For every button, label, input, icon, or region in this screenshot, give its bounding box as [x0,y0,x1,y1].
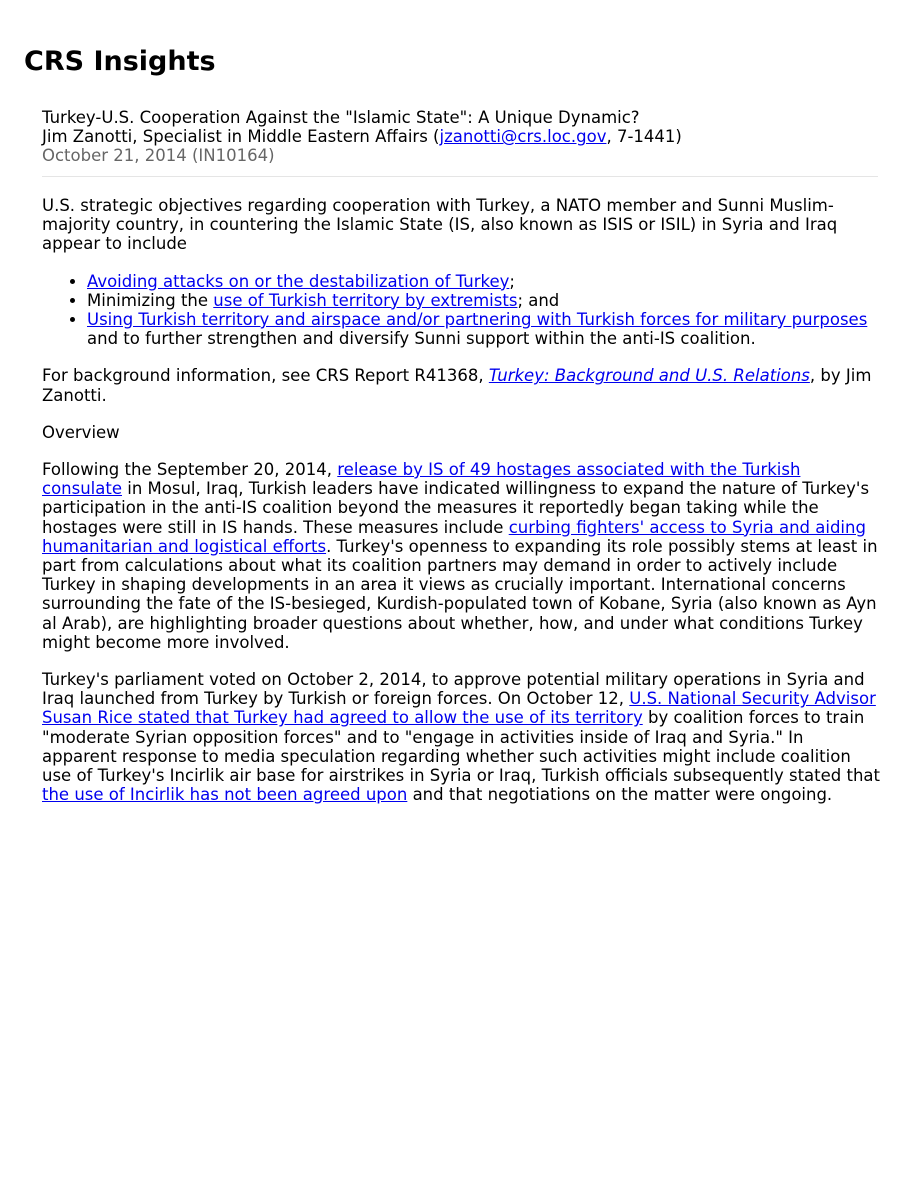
list-item-text: and to further strengthen and diversify Sunni support within the anti-IS coalition. [87,329,756,349]
list-item-text: Minimizing the [87,290,214,310]
objective-link-3[interactable]: Using Turkish territory and airspace and/or partnering with Turkish forces for military purposes [87,310,868,330]
paragraph-text: and that negotiations on the matter were ongoing. [407,785,833,805]
susan-rice-link[interactable]: U.S. National Security Advisor Susan Rice stated that Turkey had agreed to allow the use of its territory [42,689,876,728]
hostages-release-link[interactable]: release by IS of 49 hostages associated with the Turkish consulate [42,460,801,499]
overview-heading: Overview [42,422,120,442]
publication-date: October 21, 2014 (IN10164) [42,146,275,166]
paragraph-text: in Mosul, Iraq, Turkish leaders have indicated willingness to expand the nature of Turkey's participation in the anti-IS coalition beyond the measures it reportedly began taking while the hostages were still in IS hands. These measures include [42,479,870,537]
background-paragraph [42,366,880,404]
curbing-fighters-link[interactable]: curbing fighters' access to Syria and aiding humanitarian and logistical efforts [42,517,866,556]
objective-link-2[interactable]: use of Turkish territory by extremists [213,290,518,310]
paragraph-text: Following the September 20, 2014, [42,460,338,480]
paragraph-text: by coalition forces to train "moderate Syrian opposition forces" and to "engage in activities inside of Iraq and Syria." In apparent response to media speculation regarding whether such activities might include coalition use of Turkey's Incirlik air base for airstrikes in Syria or Iraq, Turkish officials subsequently stated that [42,708,881,786]
objective-link-1[interactable]: Avoiding attacks on or the destabilization of Turkey [87,271,510,291]
paragraph-text: . Turkey's openness to expanding its role possibly stems at least in part from calculations about what its coalition partners may demand in order to actively include Turkey in shaping developments in an area it views as crucially important. International concerns surrounding the fate of the IS-besieged, Kurdish-populated town of Kobane, Syria (also known as Ayn al Arab), are highlighting broader questions about whether, how, and under what conditions Turkey might become more involved. [42,536,878,652]
overview-paragraph-1 [42,460,880,652]
list-item [87,291,880,310]
background-text-end: , by Jim Zanotti. [42,366,872,405]
background-text: For background information, see CRS Report R41368, [42,366,489,386]
list-item-text: ; and [517,290,560,310]
site-title: CRS Insights [24,46,216,77]
overview-paragraph-2 [42,670,880,804]
objectives-list [42,272,880,349]
list-item [87,310,880,348]
article-title: Turkey-U.S. Cooperation Against the "Islamic State": A Unique Dynamic? [42,108,640,127]
list-item [87,272,880,291]
incirlik-link[interactable]: the use of Incirlik has not been agreed upon [42,785,408,805]
author-line [42,127,878,146]
author-email-link[interactable]: jzanotti@crs.loc.gov [439,127,607,147]
intro-paragraph: U.S. strategic objectives regarding cooperation with Turkey, a NATO member and Sunni Muslim-majority country, in countering the Islamic State (IS, also known as ISIS or ISIL) in Syria and Iraq appear to include [42,196,838,254]
author-phone: , 7-1441) [606,127,682,147]
list-item-text: ; [509,271,515,291]
author-name: Jim Zanotti, Specialist in Middle Eastern Affairs ( [42,127,440,147]
crs-report-link[interactable]: Turkey: Background and U.S. Relations [488,366,810,386]
article-body [42,196,880,822]
paragraph-text: Turkey's parliament voted on October 2, 2014, to approve potential military operations in Syria and Iraq launched from Turkey by Turkish or foreign forces. On October 12, [42,670,865,709]
article-header [42,108,878,177]
